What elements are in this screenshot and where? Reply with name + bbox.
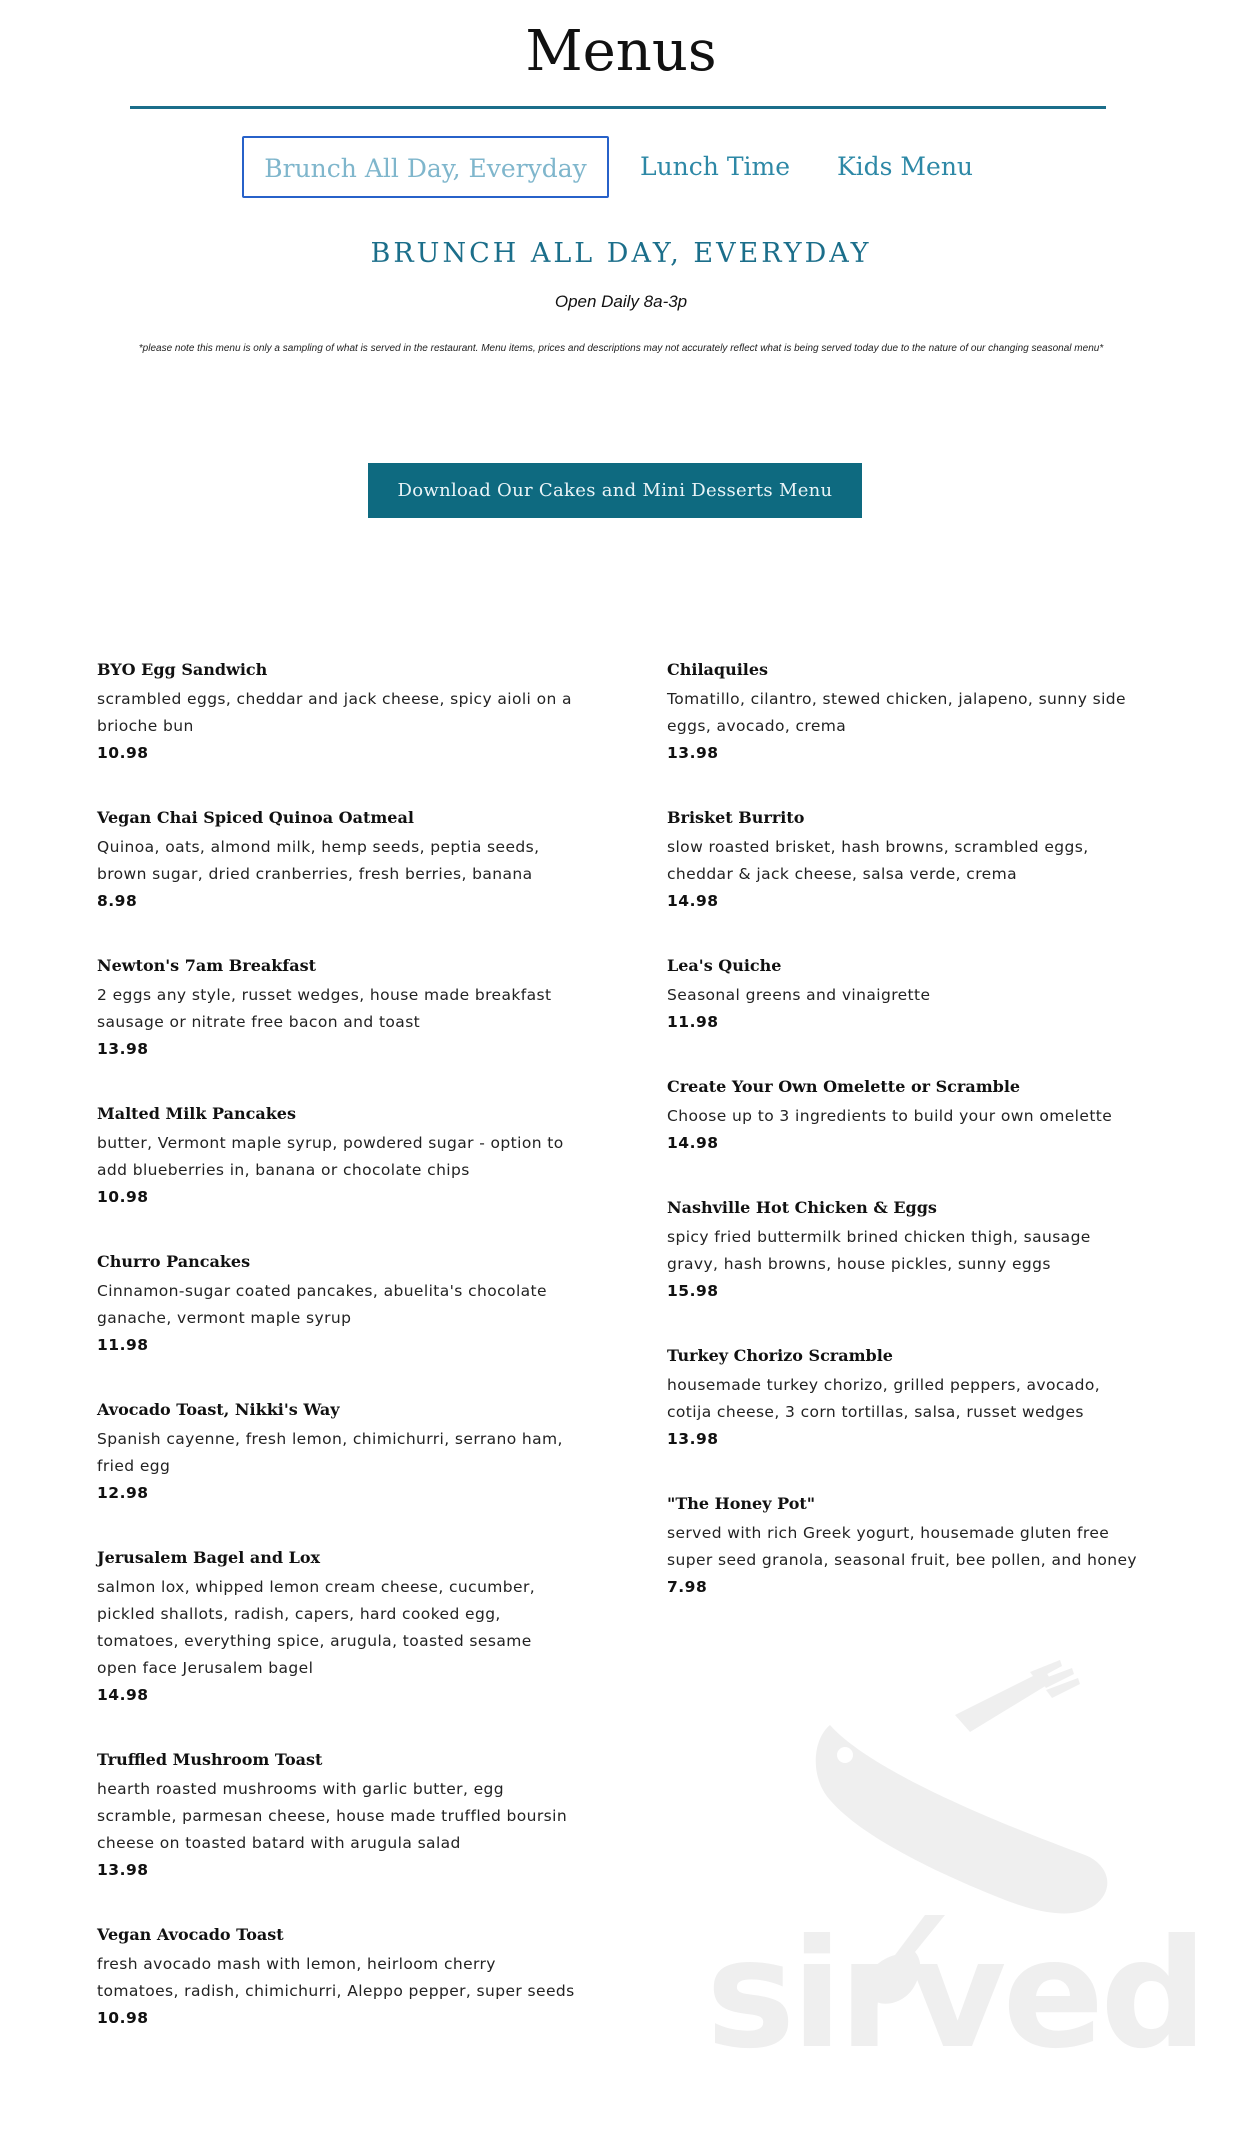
item-description: Quinoa, oats, almond milk, hemp seeds, peptia seeds, brown sugar, dried cranberries, fresh berries, banana: [97, 838, 540, 883]
menu-item: [667, 1077, 1147, 1157]
item-description: slow roasted brisket, hash browns, scrambled eggs, cheddar & jack cheese, salsa verde, crema: [667, 838, 1089, 883]
item-name: Create Your Own Omelette or Scramble: [667, 1077, 1021, 1096]
item-price: 11.98: [97, 1336, 149, 1354]
item-description: served with rich Greek yogurt, housemade gluten free super seed granola, seasonal fruit, bee pollen, and honey: [667, 1524, 1137, 1569]
item-name: BYO Egg Sandwich: [97, 660, 268, 679]
item-name: Brisket Burrito: [667, 808, 805, 827]
item-description: salmon lox, whipped lemon cream cheese, cucumber, pickled shallots, radish, capers, hard cooked egg, tomatoes, everything spice, arugula, toasted sesame open face Jerusalem bagel: [97, 1578, 536, 1677]
item-price: 10.98: [97, 2009, 149, 2027]
title-divider: [130, 106, 1106, 109]
watermark-text: sirved: [706, 1908, 1204, 2082]
tab-lunch[interactable]: Lunch Time: [639, 152, 791, 181]
menu-item: [97, 1548, 577, 1709]
item-price: 13.98: [667, 744, 719, 762]
menu-item: [97, 1925, 577, 2032]
item-price: 8.98: [97, 892, 138, 910]
menu-item: [97, 1750, 577, 1884]
menu-item: [97, 956, 577, 1063]
menu-column-right: [667, 660, 1147, 1642]
item-price: 13.98: [97, 1861, 149, 1879]
item-name: Avocado Toast, Nikki's Way: [97, 1400, 340, 1419]
item-description: hearth roasted mushrooms with garlic butter, egg scramble, parmesan cheese, house made truffled boursin cheese on toasted batard with arugula salad: [97, 1780, 568, 1852]
item-description: scrambled eggs, cheddar and jack cheese, spicy aioli on a brioche bun: [97, 690, 572, 735]
item-price: 10.98: [97, 744, 149, 762]
item-description: Seasonal greens and vinaigrette: [667, 986, 931, 1004]
item-description: Cinnamon-sugar coated pancakes, abuelita's chocolate ganache, vermont maple syrup: [97, 1282, 547, 1327]
item-name: Vegan Avocado Toast: [97, 1925, 284, 1944]
item-name: Malted Milk Pancakes: [97, 1104, 296, 1123]
menu-disclaimer: *please note this menu is only a sampling of what is served in the restaurant. Menu items, prices and descriptions may not accurately reflect what is being served today due to the nature of our changing seasonal menu*: [138, 343, 1104, 354]
item-name: Churro Pancakes: [97, 1252, 251, 1271]
item-description: spicy fried buttermilk brined chicken thigh, sausage gravy, hash browns, house pickles, sunny eggs: [667, 1228, 1091, 1273]
item-name: Vegan Chai Spiced Quinoa Oatmeal: [97, 808, 414, 827]
item-price: 14.98: [667, 1134, 719, 1152]
item-name: Nashville Hot Chicken & Eggs: [667, 1198, 937, 1217]
menu-item: [97, 1400, 577, 1507]
item-price: 14.98: [97, 1686, 149, 1704]
menu-item: [97, 1252, 577, 1359]
menu-item: [667, 1494, 1147, 1601]
item-price: 12.98: [97, 1484, 149, 1502]
item-description: Choose up to 3 ingredients to build your own omelette: [667, 1107, 1113, 1125]
menu-item: [667, 808, 1147, 915]
menu-column-left: [97, 660, 577, 2073]
menu-item: [667, 1198, 1147, 1305]
item-description: fresh avocado mash with lemon, heirloom cherry tomatoes, radish, chimichurri, Aleppo pepper, super seeds: [97, 1955, 575, 2000]
item-price: 14.98: [667, 892, 719, 910]
page-title: Menus: [525, 19, 717, 84]
menu-tabs: [0, 136, 1242, 202]
menu-item: [97, 1104, 577, 1211]
item-description: Spanish cayenne, fresh lemon, chimichurri, serrano ham, fried egg: [97, 1430, 563, 1475]
item-price: 13.98: [667, 1430, 719, 1448]
item-description: housemade turkey chorizo, grilled peppers, avocado, cotija cheese, 3 corn tortillas, salsa, russet wedges: [667, 1376, 1101, 1421]
item-price: 13.98: [97, 1040, 149, 1058]
item-name: "The Honey Pot": [667, 1494, 816, 1513]
item-price: 10.98: [97, 1188, 149, 1206]
menu-item: [97, 660, 577, 767]
item-name: Truffled Mushroom Toast: [97, 1750, 323, 1769]
download-desserts-menu-button[interactable]: Download Our Cakes and Mini Desserts Menu: [368, 463, 862, 518]
item-name: Chilaquiles: [667, 660, 769, 679]
menu-item: [97, 808, 577, 915]
item-name: Newton's 7am Breakfast: [97, 956, 316, 975]
item-description: butter, Vermont maple syrup, powdered sugar - option to add blueberries in, banana or chocolate chips: [97, 1134, 564, 1179]
menu-item: [667, 1346, 1147, 1453]
item-price: 11.98: [667, 1013, 719, 1031]
item-name: Turkey Chorizo Scramble: [667, 1346, 893, 1365]
item-name: Lea's Quiche: [667, 956, 782, 975]
section-title: BRUNCH ALL DAY, EVERYDAY: [370, 238, 872, 269]
item-description: 2 eggs any style, russet wedges, house made breakfast sausage or nitrate free bacon and toast: [97, 986, 552, 1031]
tab-kids[interactable]: Kids Menu: [836, 152, 974, 181]
tab-brunch[interactable]: Brunch All Day, Everyday: [242, 136, 609, 198]
item-price: 15.98: [667, 1282, 719, 1300]
item-description: Tomatillo, cilantro, stewed chicken, jalapeno, sunny side eggs, avocado, crema: [667, 690, 1126, 735]
menu-item: [667, 956, 1147, 1036]
item-price: 7.98: [667, 1578, 708, 1596]
item-name: Jerusalem Bagel and Lox: [97, 1548, 321, 1567]
opening-hours: Open Daily 8a-3p: [554, 292, 688, 311]
menu-item: [667, 660, 1147, 767]
